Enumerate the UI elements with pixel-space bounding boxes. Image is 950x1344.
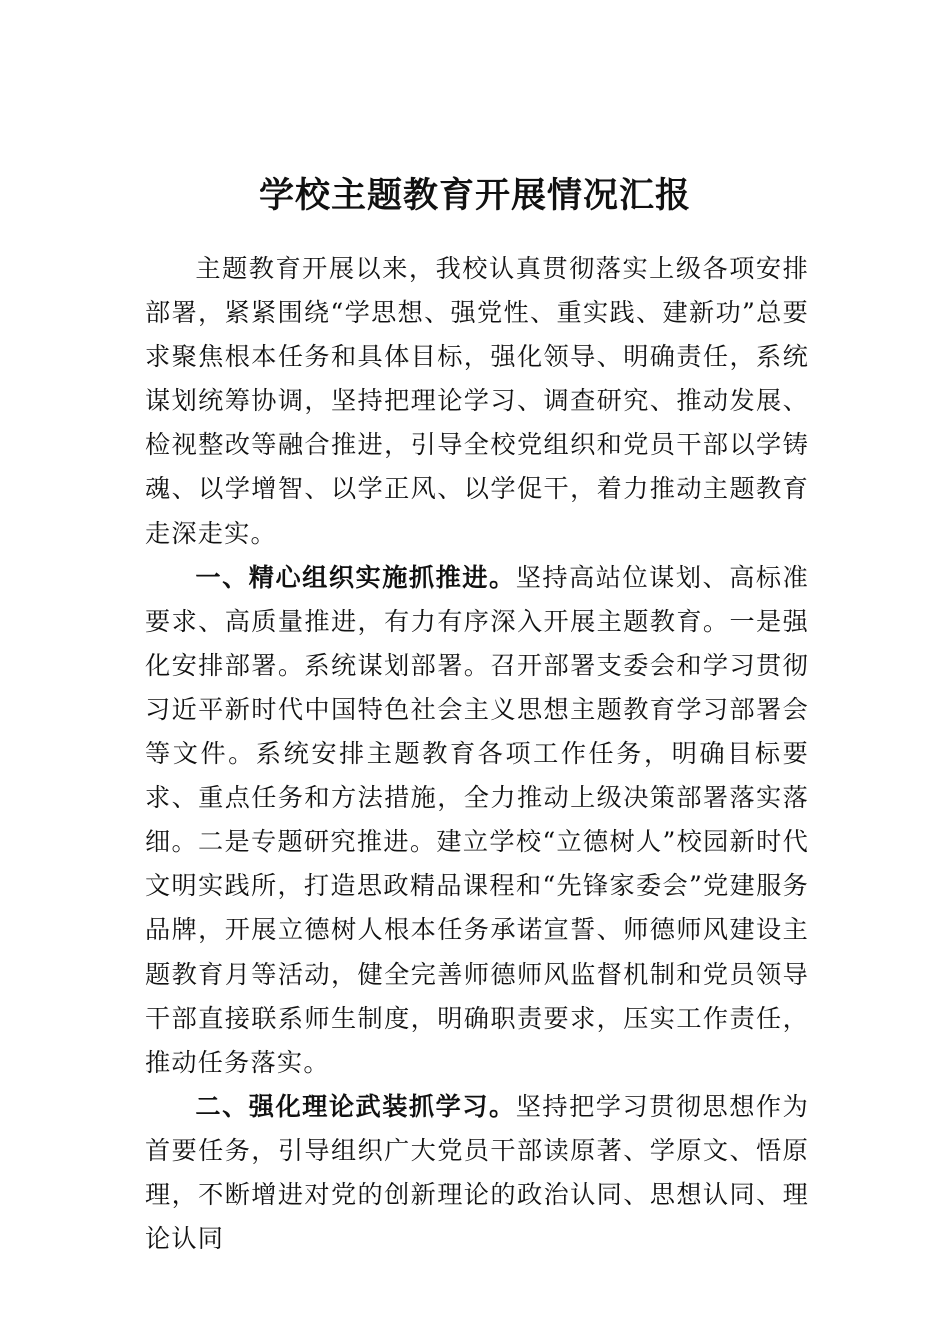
section-paragraph-1 — [145, 556, 809, 1085]
section-text-1: 坚持高站位谋划、高标准要求、高质量推进，有力有序深入开展主题教育。一是强化安排部署。系统谋划部署。召开部署支委会和学习贯彻习近平新时代中国特色社会主义思想主题教育学习部署会等文件。系统安排主题教育各项工作任务，明确目标要求、重点任务和方法措施，全力推动上级决策部署落实落细。二是专题研究推进。建立学校“立德树人”校园新时代文明实践所，打造思政精品课程和“先锋家委会”党建服务品牌，开展立德树人根本任务承诺宣誓、师德师风建设主题教育月等活动，健全完善师德师风监督机制和党员领导干部直接联系师生制度，明确职责要求，压实工作责任，推动任务落实。 — [145, 562, 810, 1077]
document-body — [145, 247, 809, 1261]
section-text-2: 坚持把学习贯彻思想作为首要任务，引导组织广大党员干部读原著、学原文、悟原理，不断增进对党的创新理论的政治认同、思想认同、理论认同 — [145, 1091, 810, 1254]
document-title: 学校主题教育开展情况汇报 — [258, 175, 691, 216]
section-paragraph-2 — [145, 1085, 809, 1261]
section-heading-2: 二、强化理论武装抓学习。 — [195, 1091, 516, 1121]
intro-paragraph: 主题教育开展以来，我校认真贯彻落实上级各项安排部署，紧紧围绕“学思想、强党性、重实践、建新功”总要求聚焦根本任务和具体目标，强化领导、明确责任，系统谋划统筹协调，坚持把理论学习、调查研究、推动发展、检视整改等融合推进，引导全校党组织和党员干部以学铸魂、以学增智、以学正风、以学促干，着力推动主题教育走深走实。 — [145, 254, 809, 548]
section-heading-1: 一、精心组织实施抓推进。 — [195, 562, 516, 592]
